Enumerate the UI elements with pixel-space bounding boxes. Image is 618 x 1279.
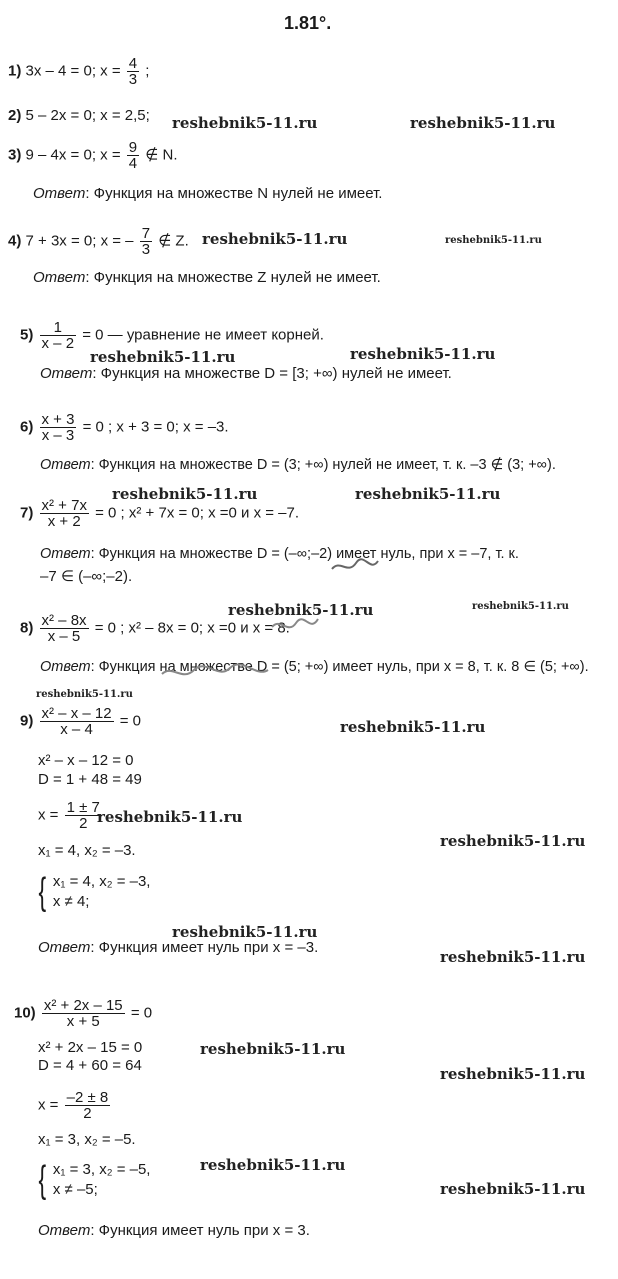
watermark: reshebnik5-11.ru <box>172 114 318 132</box>
step-discriminant: D = 4 + 60 = 64 <box>38 1057 142 1074</box>
problem-number: 8) <box>20 619 34 637</box>
answer-text: : Функция имеет нуль при x = 3. <box>90 1222 310 1239</box>
answer-label: Ответ <box>40 659 91 675</box>
answer-label: Ответ <box>40 457 91 473</box>
scribble-mark <box>160 660 270 686</box>
fraction <box>140 226 152 257</box>
answer-10 <box>38 1223 310 1238</box>
problem-1 <box>8 56 149 87</box>
x-equals: x = <box>38 806 59 824</box>
equation-tail: ; <box>145 62 150 80</box>
answer-5 <box>40 366 452 381</box>
watermark: reshebnik5-11.ru <box>445 235 542 246</box>
step-discriminant: D = 1 + 48 = 49 <box>38 771 142 788</box>
denominator: x – 5 <box>40 628 89 644</box>
step-roots: x₁ = 3, x₂ = –5. <box>38 1131 136 1148</box>
answer-text: : Функция на множестве D = (–∞;–2) имеет нуль, при x = –7, т. к. <box>90 546 519 562</box>
step-roots: x₁ = 4, x₂ = –3. <box>38 842 136 859</box>
equation-tail: = 0 ; x + 3 = 0; x = –3. <box>82 418 229 436</box>
denominator: 2 <box>65 1105 111 1121</box>
answer-label: Ответ <box>40 546 91 562</box>
fraction <box>40 412 77 443</box>
problem-10 <box>14 998 152 1029</box>
denominator: x – 3 <box>40 427 77 443</box>
system-9 <box>36 872 150 913</box>
denominator: 3 <box>141 241 151 258</box>
answer-9 <box>38 940 318 955</box>
denominator: x – 4 <box>40 721 114 737</box>
problem-4 <box>8 226 189 257</box>
denominator: x + 5 <box>42 1013 125 1029</box>
denominator: 2 <box>65 815 102 831</box>
problem-number: 2) <box>8 107 22 124</box>
step-roots-formula <box>38 800 104 831</box>
equation: 9 – 4x = 0; x = <box>25 146 121 164</box>
watermark: reshebnik5-11.ru <box>97 808 243 826</box>
answer-text: : Функция на множестве D = (5; +∞) имеет нуль, при x = 8, т. к. 8 ∈ (5; +∞). <box>90 659 589 675</box>
watermark: reshebnik5-11.ru <box>440 1180 586 1198</box>
answer-text: : Функция на множестве Z нулей не имеет. <box>85 269 381 286</box>
step-equation: x² + 2x – 15 = 0 <box>38 1039 143 1056</box>
numerator: x² + 7x <box>41 497 87 514</box>
answer-7 <box>40 547 519 562</box>
answer-text: : Функция на множестве N нулей не имеет. <box>85 185 383 202</box>
equation: 7 + 3x = 0; x = – <box>25 232 134 250</box>
numerator: x² + 2x – 15 <box>43 997 123 1014</box>
numerator: x + 3 <box>41 411 75 428</box>
problem-number: 10) <box>14 1004 36 1022</box>
watermark: reshebnik5-11.ru <box>355 485 501 503</box>
step-roots-formula <box>38 1090 112 1121</box>
equation-tail: = 0 — уравнение не имеет корней. <box>82 326 324 344</box>
problem-number: 7) <box>20 504 34 522</box>
watermark: reshebnik5-11.ru <box>440 832 586 850</box>
watermark: reshebnik5-11.ru <box>200 1040 346 1058</box>
answer-6 <box>40 458 556 473</box>
numerator: x² – x – 12 <box>41 705 112 722</box>
answer-label: Ответ <box>38 1222 91 1239</box>
fraction <box>40 613 89 644</box>
answer-3 <box>33 186 382 201</box>
fraction <box>42 998 125 1029</box>
denominator: x – 2 <box>41 335 75 352</box>
answer-text: : Функция имеет нуль при x = –3. <box>90 939 319 956</box>
problem-number: 3) <box>8 146 22 164</box>
page-title: 1.81°. <box>284 13 332 33</box>
answer-4 <box>33 270 381 285</box>
system-lines <box>53 872 151 913</box>
problem-number: 4) <box>8 232 22 250</box>
watermark: reshebnik5-11.ru <box>472 601 569 612</box>
numerator: 1 ± 7 <box>66 799 100 816</box>
answer-7-cont: –7 ∈ (–∞;–2). <box>40 568 133 585</box>
denominator: 3 <box>128 71 138 88</box>
equation-tail: ∉ Z. <box>158 232 189 250</box>
problem-number: 6) <box>20 418 34 436</box>
problem-number: 9) <box>20 712 34 730</box>
numerator: 7 <box>141 225 151 242</box>
answer-label: Ответ <box>40 365 93 382</box>
fraction <box>40 498 89 529</box>
problem-number: 1) <box>8 62 22 80</box>
equation-tail: = 0 <box>130 1004 153 1022</box>
equation-tail: = 0 ; x² + 7x = 0; x =0 и x = –7. <box>95 504 300 522</box>
watermark: reshebnik5-11.ru <box>112 485 258 503</box>
problem-5 <box>20 320 324 351</box>
system-line-2: x ≠ –5; <box>52 1181 98 1199</box>
answer-label: Ответ <box>33 185 86 202</box>
watermark: reshebnik5-11.ru <box>36 689 133 700</box>
watermark: reshebnik5-11.ru <box>202 230 348 248</box>
system-10 <box>36 1160 150 1201</box>
numerator: 1 <box>53 319 62 336</box>
system-line-1: x₁ = 3, x₂ = –5, <box>52 1161 151 1178</box>
problem-9 <box>20 706 141 737</box>
system-line-2: x ≠ 4; <box>52 893 90 911</box>
denominator: 4 <box>128 155 138 172</box>
numerator: x² – 8x <box>41 612 87 629</box>
equation: 3x – 4 = 0; x = <box>25 62 121 80</box>
watermark: reshebnik5-11.ru <box>440 1065 586 1083</box>
step-equation: x² – x – 12 = 0 <box>38 752 134 769</box>
equation-tail: = 0 ; x² – 8x = 0; x =0 и x = 8. <box>94 619 290 637</box>
fraction <box>40 706 114 737</box>
fraction <box>127 56 139 87</box>
problem-number: 5) <box>20 326 34 344</box>
x-equals: x = <box>38 1096 59 1114</box>
fraction <box>65 1090 111 1121</box>
watermark: reshebnik5-11.ru <box>172 923 318 941</box>
numerator: 4 <box>128 55 138 72</box>
answer-label: Ответ <box>38 939 91 956</box>
problem-3 <box>8 140 178 171</box>
brace-icon: { <box>38 871 47 914</box>
answer-text: : Функция на множестве D = [3; +∞) нулей не имеет. <box>92 365 452 382</box>
numerator: –2 ± 8 <box>66 1089 109 1106</box>
answer-label: Ответ <box>33 269 86 286</box>
system-lines <box>53 1160 151 1201</box>
problem-6 <box>20 412 229 443</box>
equation-tail: = 0 <box>119 712 142 730</box>
brace-icon: { <box>38 1159 47 1202</box>
watermark: reshebnik5-11.ru <box>350 345 496 363</box>
watermark: reshebnik5-11.ru <box>228 601 374 619</box>
system-line-1: x₁ = 4, x₂ = –3, <box>52 873 151 890</box>
watermark: reshebnik5-11.ru <box>410 114 556 132</box>
scribble-mark <box>330 555 380 577</box>
answer-8 <box>40 660 589 675</box>
watermark: reshebnik5-11.ru <box>200 1156 346 1174</box>
equation-tail: ∉ N. <box>145 146 178 164</box>
equation: 5 – 2x = 0; x = 2,5; <box>25 107 150 124</box>
watermark: reshebnik5-11.ru <box>340 718 486 736</box>
fraction <box>127 140 139 171</box>
watermark: reshebnik5-11.ru <box>440 948 586 966</box>
watermark: reshebnik5-11.ru <box>90 348 236 366</box>
problem-2 <box>8 108 150 123</box>
numerator: 9 <box>128 139 138 156</box>
fraction <box>40 320 77 351</box>
denominator: x + 2 <box>40 513 89 529</box>
answer-text: : Функция на множестве D = (3; +∞) нулей не имеет, т. к. –3 ∉ (3; +∞). <box>90 457 556 473</box>
